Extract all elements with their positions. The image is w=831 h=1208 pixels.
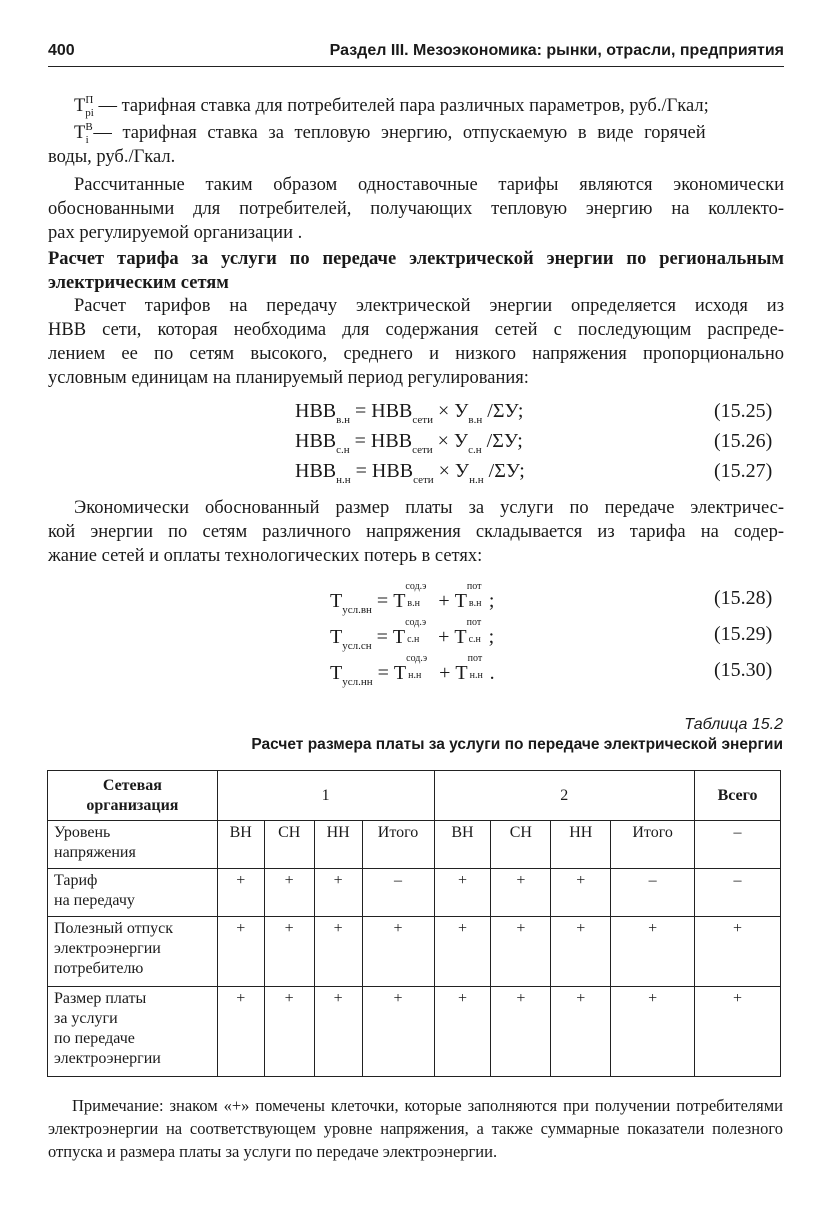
tp-text: — тарифная ставка для потребителей пара различных параметров, руб./Гкал; [98,96,709,116]
formula-plus: + Т [438,626,467,648]
table-cell: + [611,917,695,987]
term1-sup: сод.э [405,581,427,592]
equation-number-15-29: (15.29) [714,623,773,645]
term2-sup: пот [466,581,482,592]
section-heading-line1: Расчет тарифа за услуги по передаче электрической энергии по региональным [48,249,784,269]
tp-sub: pi [85,107,94,119]
term1-sub: н.н [408,670,422,681]
formula-eq: = Т [376,626,406,648]
formula-rhs-sub: сети [413,474,434,486]
term1-sup: сод.э [405,617,427,628]
formula-tail: /ΣУ; [487,400,524,422]
table-row [48,987,781,1077]
formula-tail: /ΣУ; [488,460,525,482]
definition-tp [74,94,709,120]
row-label-line: Полезный отпуск [54,920,174,937]
header-group-1: 1 [217,771,434,821]
para1-line3: рах регулируемой организации . [48,223,303,243]
row-label-line: по передаче [54,1030,135,1047]
table-cell: – [695,869,781,917]
table-row [48,917,781,987]
header-total: Всего [695,771,781,821]
formula-15-25 [295,400,524,426]
formula-lhs: Т [330,626,343,648]
formula-lhs-sub: усл.нн [342,676,373,688]
header-org-line2: организация [86,796,179,814]
row-label [48,917,218,987]
table-cell: + [264,987,314,1077]
para2-line3: лением ее по сетям высокого, среднего и низкого напряжения пропорционально [48,344,784,364]
table-cell: + [217,869,264,917]
header-rule [48,66,784,67]
formula-mid-sub: в.н [468,414,483,426]
term2-sub: н.н [469,670,483,681]
section-title: Раздел III. Мезоэкономика: рынки, отрасли, предприятия [329,42,784,59]
formula-term2-indices [466,617,489,645]
table-body [48,821,781,1077]
table-cell: НН [551,821,611,869]
para2-line4: условным единицам на планируемый период регулирования: [48,368,529,388]
term1-sup: сод.э [406,653,428,664]
section-heading-line2: электрическим сетям [48,273,229,293]
equation-number-15-28: (15.28) [714,587,773,609]
header-network-org [48,771,218,821]
formula-lhs-sub: н.н [336,474,351,486]
table-row [48,821,781,869]
table-cell: ВН [217,821,264,869]
running-head [48,42,784,64]
row-label [48,987,218,1077]
table-cell: + [551,917,611,987]
note-text: Примечание: знаком «+» помечены клеточки, которые заполняются при получении потребителями электроэнергии на соответствующем уровне напряжения, а также суммарные показатели полезного отпуска и размера платы за услуги по передаче электроэнергии. [48,1096,783,1161]
term1-sub: с.н [407,634,420,645]
row-label-line: электроэнергии [54,940,161,957]
table-cell: + [491,987,551,1077]
formula-eq: = Т [376,590,406,612]
formula-lhs-sub: усл.сн [342,640,372,652]
formula-lhs: Т [330,590,343,612]
table-cell: – [611,869,695,917]
formula-end: . [489,662,495,684]
term2-sup: пот [467,653,483,664]
table-cell: + [362,987,434,1077]
tv-sup: B [85,121,93,133]
row-label-line: за услуги [54,1010,118,1027]
formula-lhs-sub: с.н [336,444,350,456]
table-number: Таблица 15.2 [684,716,783,733]
table-cell: + [695,917,781,987]
formula-plus: + Т [439,662,468,684]
tp-sup: П [85,94,94,106]
table-cell: + [362,917,434,987]
para3-line1: Экономически обоснованный размер платы за услуги по передаче электричес- [74,498,784,518]
table-cell: + [314,987,362,1077]
formula-mid: × У [437,400,469,422]
row-label-line: электроэнергии [54,1050,161,1067]
table-header-row [48,771,781,821]
formula-mid: × У [438,460,470,482]
table-note [48,1094,783,1163]
row-label [48,869,218,917]
table-cell: + [434,869,491,917]
table-cell: + [434,987,491,1077]
formula-term1-indices [405,617,433,645]
formula-term1-indices [406,653,434,681]
formula-15-26 [295,430,523,456]
table-cell: + [314,869,362,917]
table-cell: + [314,917,362,987]
tv-symbol: T [74,123,86,143]
para3-line3: жание сетей и оплаты технологических потерь в сетях: [48,546,483,566]
formula-rhs: = НВВ [354,430,413,452]
formula-eq: = Т [377,662,407,684]
formula-15-28 [330,581,495,616]
table-cell: Итого [362,821,434,869]
para2-line2: НВВ сети, которая необходима для содержания сетей с последующим распреде- [48,320,784,340]
row-label-line: Размер платы [54,990,147,1007]
para3-line2: кой энергии по сетям различного напряжения складывается из тарифа на содер- [48,522,784,542]
header-org-line1: Сетевая [102,776,162,794]
formula-term1-indices [405,581,433,609]
row-label [48,821,218,869]
term2-sup: пот [466,617,482,628]
equation-number-15-30: (15.30) [714,659,773,681]
para1-line2: обоснованными для потребителей, получающих тепловую энергию на коллекто- [48,199,784,219]
row-label-line: напряжения [54,844,136,861]
page-number: 400 [48,42,75,59]
table-cell: + [551,869,611,917]
para2-line1: Расчет тарифов на передачу электрической энергии определяется исходя из [74,296,784,316]
equation-number-15-25: (15.25) [714,400,773,422]
formula-tail: /ΣУ; [486,430,523,452]
tv-text-line2: воды, руб./Гкал. [48,147,176,167]
table-cell: + [491,917,551,987]
table-cell: + [217,917,264,987]
table-cell: НН [314,821,362,869]
formula-lhs: НВВ [295,430,337,452]
formula-mid-sub: н.н [469,474,484,486]
formula-lhs: Т [330,662,343,684]
table-row [48,869,781,917]
tp-symbol: T [74,96,86,116]
table-cell: СН [491,821,551,869]
term1-sub: в.н [407,598,420,609]
formula-lhs-sub: в.н [336,414,350,426]
formula-rhs-sub: сети [412,414,433,426]
formula-rhs-sub: сети [412,444,433,456]
header-group-2: 2 [434,771,695,821]
formula-15-29 [330,617,495,652]
equation-number-15-26: (15.26) [714,430,773,452]
table-cell: ВН [434,821,491,869]
table-cell: + [491,869,551,917]
formula-plus: + Т [438,590,467,612]
formula-15-30 [330,653,495,688]
row-label-line: потребителю [54,960,144,977]
table-cell: Итого [611,821,695,869]
formula-mid-sub: с.н [468,444,482,456]
formula-rhs: = НВВ [355,460,414,482]
tv-sub: i [85,134,89,146]
table-cell: + [551,987,611,1077]
row-label-line: Тариф [54,872,98,889]
formula-term2-indices [467,653,490,681]
table-cell: – [362,869,434,917]
term2-sub: с.н [468,634,481,645]
table-cell: + [434,917,491,987]
para1-line1: Рассчитанные таким образом одноставочные тарифы являются экономически [74,175,784,195]
row-label-line: на передачу [54,892,135,909]
formula-mid: × У [437,430,469,452]
formula-lhs-sub: усл.вн [342,604,372,616]
table-cell: + [217,987,264,1077]
formula-rhs: = НВВ [354,400,413,422]
table-cell: СН [264,821,314,869]
table-cell: – [695,821,781,869]
formula-lhs: НВВ [295,400,337,422]
definition-tv [74,121,784,147]
tariff-table [47,770,781,1077]
formula-lhs: НВВ [295,460,337,482]
table-cell: + [264,869,314,917]
term2-sub: в.н [468,598,482,609]
table-cell: + [695,987,781,1077]
formula-15-27 [295,460,525,486]
table-cell: + [264,917,314,987]
formula-end: ; [488,626,495,648]
table-title: Расчет размера платы за услуги по передаче электрической энергии [251,736,783,753]
equation-number-15-27: (15.27) [714,460,773,482]
table-cell: + [611,987,695,1077]
row-label-line: Уровень [54,824,111,841]
formula-end: ; [488,590,495,612]
formula-term2-indices [466,581,489,609]
tv-text-line1: — тарифная ставка за тепловую энергию, отпускаемую в виде горячей [93,123,706,143]
